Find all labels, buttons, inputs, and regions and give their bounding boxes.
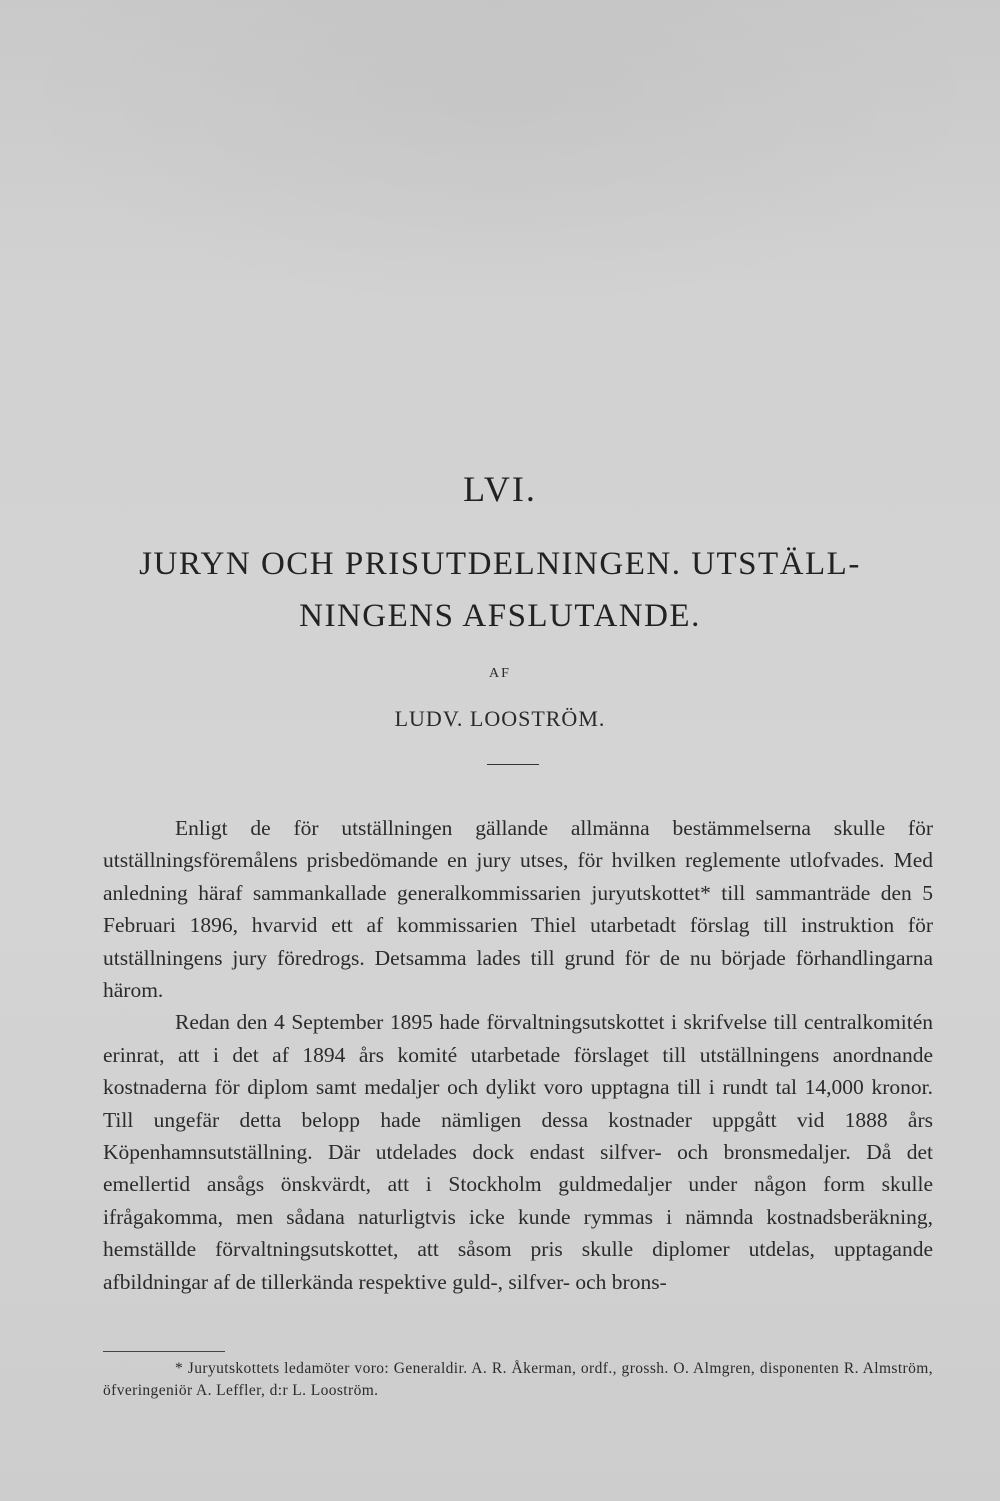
footnote-rule: [103, 1351, 225, 1352]
paragraph: Enligt de för utställningen gällande allmänna bestämmelserna skulle för utställningsföremålens prisbedömande en jury utses, för hvilken reglemente utlofvades. Med anledning häraf sammankallade generalkommissarien juryutskottet* till sammanträde den 5 Februari 1896, hvarvid ett af kommissarien Thiel utarbetadt förslag till instruktion för utställningens jury föredrogs. Detsamma lades till grund för de nu började förhandlingarna härom.: [103, 816, 933, 1003]
chapter-title-line-1: JURYN OCH PRISUTDELNINGEN. UTSTÄLL-: [139, 546, 861, 582]
footnote: [103, 1358, 933, 1402]
chapter-title: [100, 538, 900, 642]
page-show-through: [0, 0, 1000, 320]
byline-preposition: AF: [489, 666, 511, 681]
paragraph: Redan den 4 September 1895 hade förvaltningsutskottet i skrifvelse till centralkomitén erinrat, att i det af 1894 års komité utarbetade förslaget till utställningens anordnande kostnaderna för diplom samt medaljer och dylikt voro upptagna till i rundt tal 14,000 kronor. Till ungefär detta belopp hade nämligen dessa kostnader uppgått vid 1888 års Köpenhamnsutställning. Där utdelades dock endast silfver- och bronsmedaljer. Då det emellertid ansågs önskvärdt, att i Stockholm guldmedaljer under någon form skulle ifrågakomma, men sådana naturligtvis icke kunde rymmas i nämnda kostnadsberäkning, hemställde förvaltningsutskottet, att såsom pris skulle diplomer utdelas, upptagande afbildningar af de tillerkända respektive guld-, silfver- och brons-: [103, 1010, 933, 1294]
chapter-title-line-2: NINGENS AFSLUTANDE.: [299, 598, 701, 634]
chapter-number: LVI.: [463, 469, 537, 509]
author-name: LUDV. LOOSTRÖM.: [394, 706, 606, 731]
title-divider: [487, 764, 539, 765]
body-text: [103, 812, 933, 1298]
footnote-text: * Juryutskottets ledamöter voro: Generaldir. A. R. Åkerman, ordf., grossh. O. Almgren, disponenten R. Almström, öfveringeniör A. Leffler, d:r L. Looström.: [103, 1360, 933, 1399]
